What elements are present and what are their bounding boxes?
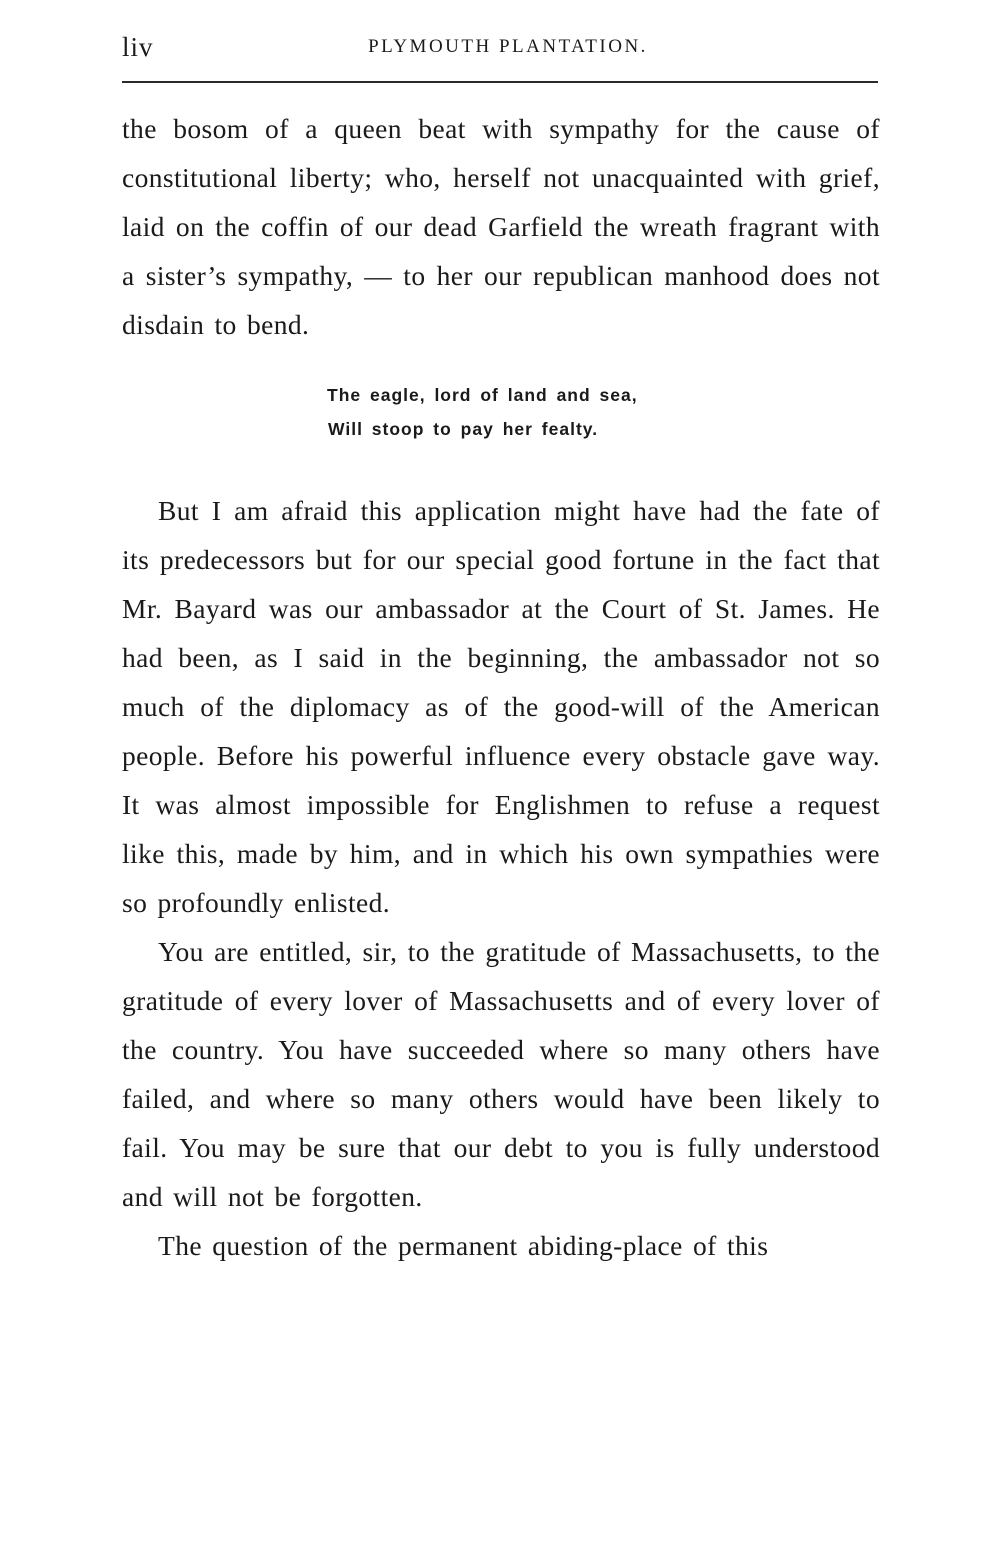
body-text xyxy=(122,104,880,1270)
header-rule xyxy=(122,81,878,83)
paragraph-continued: the bosom of a queen beat with sympathy for the cause of constitutional liberty; who, herself not unacquainted with grief, laid on the coffin of our dead Garfield the wreath fragrant with a sister’s sympathy, — to her our republican manhood does not disdain to bend. xyxy=(122,113,880,340)
running-head xyxy=(122,30,878,64)
running-title: PLYMOUTH PLANTATION. xyxy=(368,36,648,57)
verse-quotation xyxy=(327,378,880,446)
paragraph-gratitude: You are entitled, sir, to the gratitude of Massachusetts, to the gratitude of every lover of Massachusetts and of every lover of the country. You have succeeded where so many others have failed, and where so many others would have been likely to fail. You may be sure that our debt to you is fully understood and will not be forgotten. xyxy=(122,936,880,1212)
paragraph-bayard: But I am afraid this application might have had the fate of its predecessors but for our special good fortune in the fact that Mr. Bayard was our ambassador at the Court of St. James. He had been, as I said in the beginning, the ambassador not so much of the diplomacy as of the good-will of the American people. Before his powerful influence every obstacle gave way. It was almost impossible for Englishmen to refuse a request like this, made by him, and in which his own sympathies were so profoundly enlisted. xyxy=(122,495,880,918)
paragraph-abiding-place: The question of the permanent abiding-place of this xyxy=(158,1230,769,1261)
verse-line-2: Will stoop to pay her fealty. xyxy=(328,419,599,439)
verse-line-1: The eagle, lord of land and sea, xyxy=(327,385,638,405)
page-number: liv xyxy=(122,32,154,62)
